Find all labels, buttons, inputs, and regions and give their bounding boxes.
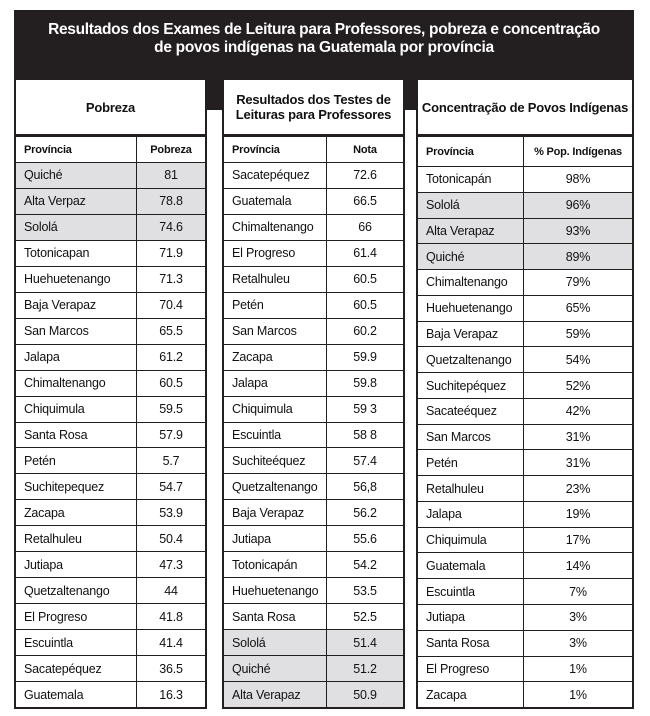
column-header-province: Província (16, 137, 137, 162)
value-cell: 98% (565, 172, 591, 187)
province-cell: Jalapa (224, 371, 327, 396)
province-cell: Guatemala (16, 682, 137, 707)
column-header-value: Pobreza (150, 143, 192, 156)
table-row (224, 552, 403, 578)
table-row (224, 682, 403, 707)
province-cell: Chiquimula (224, 397, 327, 422)
table-row (16, 241, 205, 267)
value-cell: 1% (569, 661, 587, 676)
value-cell: 5.7 (162, 453, 180, 468)
table-row (418, 657, 632, 683)
table-row (418, 502, 632, 528)
table-row (16, 474, 205, 500)
province-cell: Chimaltenango (224, 215, 327, 240)
province-cell: El Progreso (224, 241, 327, 266)
table-row (224, 267, 403, 293)
value-cell: 59.8 (353, 376, 377, 391)
table-row (224, 241, 403, 267)
value-cell: 93% (565, 223, 591, 238)
province-cell: Chiquimula (418, 528, 524, 553)
table-row (418, 579, 632, 605)
value-cell: 23% (565, 481, 591, 496)
value-cell: 53.5 (353, 583, 377, 598)
province-cell: Quiché (418, 244, 524, 269)
table-row (418, 399, 632, 425)
value-cell: 16.3 (159, 687, 183, 702)
table-row (418, 193, 632, 219)
province-cell: Sacateéquez (418, 399, 524, 424)
table-row (16, 500, 205, 526)
province-cell: Escuintla (224, 423, 327, 448)
province-cell: San Marcos (16, 319, 137, 344)
table-row (16, 578, 205, 604)
header-row (224, 137, 403, 163)
value-cell: 71.9 (159, 246, 183, 261)
province-cell: San Marcos (418, 425, 524, 450)
province-cell: Guatemala (224, 189, 327, 214)
table-row (16, 189, 205, 215)
value-cell: 66 (358, 220, 372, 235)
table-row (418, 219, 632, 245)
table-row (16, 656, 205, 682)
province-cell: Suchiteéquez (224, 448, 327, 473)
table-row (224, 215, 403, 241)
table-row (418, 528, 632, 554)
value-cell: 89% (565, 249, 591, 264)
province-cell: Zacapa (224, 345, 327, 370)
value-cell: 61.2 (159, 350, 183, 365)
table-row (16, 371, 205, 397)
value-cell: 41.8 (159, 609, 183, 624)
province-cell: Petén (16, 448, 137, 473)
province-cell: Alta Verpaz (16, 189, 137, 214)
province-cell: Zacapa (418, 682, 524, 707)
value-cell: 81 (164, 168, 178, 183)
province-cell: Chiquimula (16, 397, 137, 422)
table-row (418, 347, 632, 373)
value-cell: 54.2 (353, 557, 377, 572)
province-cell: Petén (224, 293, 327, 318)
value-cell: 53.9 (159, 505, 183, 520)
province-cell: Quetzaltenango (224, 474, 327, 499)
table-row (418, 682, 632, 707)
table-row (16, 630, 205, 656)
province-cell: Quiché (224, 656, 327, 681)
province-cell: Jutiapa (418, 605, 524, 630)
column-header-value: Nota (353, 143, 377, 156)
table-row (224, 189, 403, 215)
table-row (16, 319, 205, 345)
table-row (224, 345, 403, 371)
table-row (224, 371, 403, 397)
table-title: Concentração de Povos Indígenas (418, 80, 632, 137)
province-cell: Suchitepéquez (418, 373, 524, 398)
province-cell: Escuintla (16, 630, 137, 655)
value-cell: 3% (569, 610, 587, 625)
table-row (418, 167, 632, 193)
value-cell: 44 (164, 583, 178, 598)
value-cell: 50.9 (353, 687, 377, 702)
table-row (418, 296, 632, 322)
table-row (418, 553, 632, 579)
value-cell: 61.4 (353, 246, 377, 261)
value-cell: 65% (565, 301, 591, 316)
value-cell: 60.5 (159, 376, 183, 391)
province-cell: Zacapa (16, 500, 137, 525)
province-cell: El Progreso (16, 604, 137, 629)
table-row (418, 270, 632, 296)
value-cell: 78.8 (159, 194, 183, 209)
province-cell: Totonicapan (16, 241, 137, 266)
table-row (418, 450, 632, 476)
province-cell: Totonicapán (224, 552, 327, 577)
value-cell: 66.5 (353, 194, 377, 209)
table-row (16, 682, 205, 707)
value-cell: 55.6 (353, 531, 377, 546)
table-title: Pobreza (16, 80, 205, 137)
province-cell: Jalapa (16, 345, 137, 370)
value-cell: 31% (565, 430, 591, 445)
value-cell: 51.4 (353, 635, 377, 650)
province-cell: Baja Verapaz (418, 322, 524, 347)
province-cell: Santa Rosa (224, 604, 327, 629)
table-row (224, 578, 403, 604)
value-cell: 58 8 (353, 428, 377, 442)
value-cell: 70.4 (159, 298, 183, 313)
province-cell: Sololá (224, 630, 327, 655)
table-row (16, 293, 205, 319)
province-cell: Quiché (16, 163, 137, 188)
main-title-line-1: Resultados dos Exames de Leitura para Professores, pobreza e concentração (48, 21, 600, 38)
province-cell: Jutiapa (224, 526, 327, 551)
value-cell: 1% (569, 687, 587, 702)
province-cell: El Progreso (418, 657, 524, 682)
value-cell: 7% (569, 584, 587, 599)
value-cell: 56.2 (353, 505, 377, 520)
table-row (418, 373, 632, 399)
column-header-province: Província (224, 137, 327, 162)
value-cell: 17% (565, 533, 591, 548)
province-cell: Totonicapán (418, 167, 524, 192)
value-cell: 3% (569, 636, 587, 651)
province-cell: Petén (418, 450, 524, 475)
value-cell: 57.4 (353, 453, 377, 468)
value-cell: 74.6 (159, 220, 183, 235)
value-cell: 59.9 (353, 350, 377, 365)
value-cell: 60.5 (353, 298, 377, 313)
header-row (16, 137, 205, 163)
value-cell: 65.5 (159, 324, 183, 339)
value-cell: 31% (565, 455, 591, 470)
province-cell: San Marcos (224, 319, 327, 344)
table-row (224, 397, 403, 423)
province-cell: Retalhuleu (16, 526, 137, 551)
province-cell: Jutiapa (16, 552, 137, 577)
table-title: Resultados dos Testes de Leituras para Professores (224, 80, 403, 137)
table-row (16, 345, 205, 371)
table-row (418, 476, 632, 502)
main-title-line-2: de povos indígenas na Guatemala por província (154, 39, 494, 56)
value-cell: 59.5 (159, 402, 183, 417)
value-cell: 60.2 (353, 324, 377, 339)
province-cell: Baja Verapaz (16, 293, 137, 318)
value-cell: 72.6 (353, 168, 377, 183)
value-cell: 54% (565, 352, 591, 367)
reading-scores-table (222, 78, 405, 709)
value-cell: 71.3 (159, 272, 183, 287)
value-cell: 60.5 (353, 272, 377, 287)
value-cell: 79% (565, 275, 591, 290)
table-row (418, 631, 632, 657)
table-row (224, 526, 403, 552)
table-row (224, 630, 403, 656)
province-cell: Huehuetenango (418, 296, 524, 321)
province-cell: Alta Verapaz (224, 682, 327, 707)
province-cell: Guatemala (418, 553, 524, 578)
value-cell: 50.4 (159, 531, 183, 546)
value-cell: 96% (565, 198, 591, 213)
province-cell: Jalapa (418, 502, 524, 527)
table-row (16, 552, 205, 578)
province-cell: Santa Rosa (16, 423, 137, 448)
province-cell: Quetzaltenango (418, 347, 524, 372)
value-cell: 47.3 (159, 557, 183, 572)
province-cell: Retalhuleu (224, 267, 327, 292)
province-cell: Sacatepéquez (16, 656, 137, 681)
province-cell: Retalhuleu (418, 476, 524, 501)
province-cell: Huehuetenango (224, 578, 327, 603)
table-row (418, 322, 632, 348)
table-row (418, 244, 632, 270)
province-cell: Chimaltenango (418, 270, 524, 295)
table-row (224, 423, 403, 449)
province-cell: Sololá (16, 215, 137, 240)
table-row (16, 267, 205, 293)
value-cell: 42% (565, 404, 591, 419)
table-row (224, 500, 403, 526)
poverty-table (14, 78, 207, 709)
province-cell: Quetzaltenango (16, 578, 137, 603)
value-cell: 57.9 (159, 428, 183, 442)
value-cell: 56,8 (353, 479, 377, 494)
value-cell: 59 3 (353, 402, 377, 417)
value-cell: 51.2 (353, 661, 377, 676)
value-cell: 14% (565, 558, 591, 573)
value-cell: 19% (565, 507, 591, 522)
table-row (16, 163, 205, 189)
value-cell: 41.4 (159, 635, 183, 650)
value-cell: 36.5 (159, 661, 183, 676)
indigenous-concentration-table (416, 78, 634, 709)
table-row (16, 448, 205, 474)
province-cell: Escuintla (418, 579, 524, 604)
column-header-value: % Pop. Indígenas (534, 145, 622, 158)
table-row (224, 604, 403, 630)
table-row (16, 604, 205, 630)
table-row (224, 163, 403, 189)
province-cell: Alta Verapaz (418, 219, 524, 244)
header-row (418, 137, 632, 167)
table-row (224, 448, 403, 474)
province-cell: Suchitepequez (16, 474, 137, 499)
table-row (224, 293, 403, 319)
province-cell: Chimaltenango (16, 371, 137, 396)
value-cell: 52.5 (353, 609, 377, 624)
table-row (224, 319, 403, 345)
column-header-province: Província (418, 137, 524, 166)
value-cell: 52% (565, 378, 591, 393)
table-row (224, 656, 403, 682)
table-row (224, 474, 403, 500)
value-cell: 59% (565, 326, 591, 341)
table-row (16, 397, 205, 423)
table-row (16, 423, 205, 449)
province-cell: Santa Rosa (418, 631, 524, 656)
province-cell: Baja Verapaz (224, 500, 327, 525)
province-cell: Huehuetenango (16, 267, 137, 292)
table-row (16, 526, 205, 552)
table-row (418, 605, 632, 631)
table-row (16, 215, 205, 241)
table-row (418, 425, 632, 451)
value-cell: 54.7 (159, 479, 183, 494)
province-cell: Sololá (418, 193, 524, 218)
province-cell: Sacatepéquez (224, 163, 327, 188)
